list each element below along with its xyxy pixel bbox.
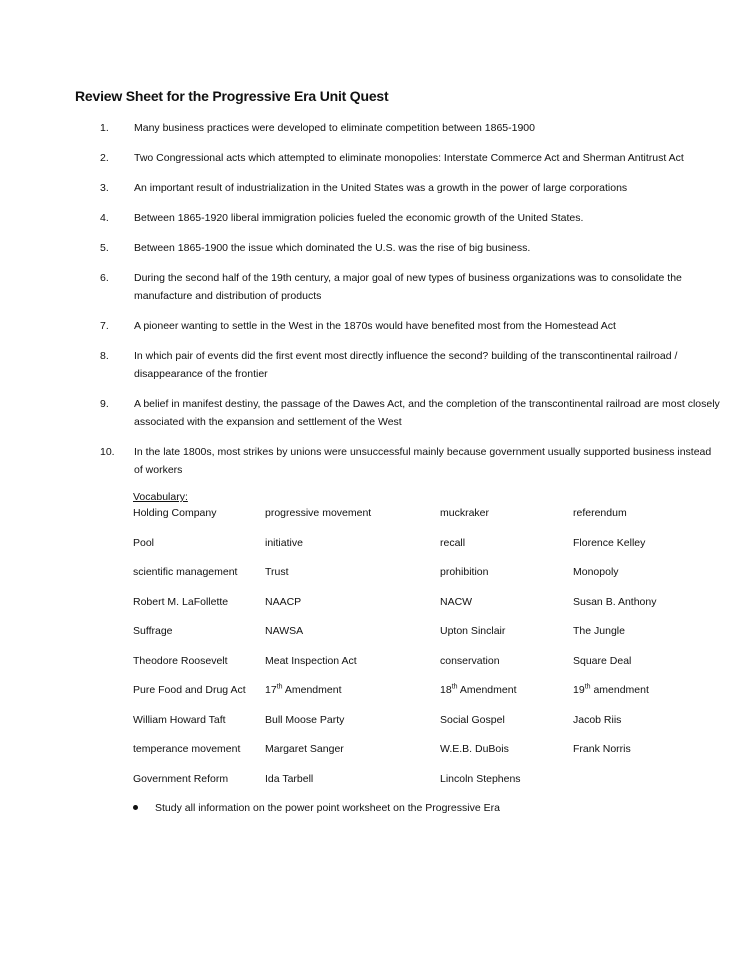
question-number: 10. xyxy=(100,446,115,458)
amendment-suffix: th xyxy=(276,683,283,691)
vocabulary-row xyxy=(133,771,720,801)
vocabulary-term: temperance movement xyxy=(133,743,241,755)
vocabulary-row xyxy=(133,741,720,771)
question-number: 3. xyxy=(100,182,109,194)
question-text: Two Congressional acts which attempted to eliminate monopolies: Interstate Commerce Act and Sherman Antitrust Act xyxy=(134,152,684,164)
vocabulary-term: Suffrage xyxy=(133,625,173,637)
vocabulary-term: Square Deal xyxy=(573,654,632,667)
question-number: 4. xyxy=(100,212,109,224)
page-title: Review Sheet for the Progressive Era Unit Quest xyxy=(75,88,389,104)
vocabulary-table xyxy=(133,505,720,800)
vocabulary-term: prohibition xyxy=(440,566,489,578)
vocabulary-term: Theodore Roosevelt xyxy=(133,654,228,667)
question-text: A pioneer wanting to settle in the West in the 1870s would have benefited most from the Homestead Act xyxy=(134,320,616,332)
question-item xyxy=(100,239,720,257)
amendment-number: 19 xyxy=(573,684,585,696)
vocabulary-term: Robert M. LaFollette xyxy=(133,595,229,608)
question-text: Many business practices were developed to eliminate competition between 1865-1900 xyxy=(134,122,535,134)
question-text: In the late 1800s, most strikes by unions were unsuccessful mainly because government usually supported business instead of workers xyxy=(134,446,712,476)
vocabulary-term xyxy=(440,682,573,712)
vocabulary-term: Government Reform xyxy=(133,772,229,785)
vocabulary-term: Lincoln Stephens xyxy=(440,772,521,785)
amendment-number: 18 xyxy=(440,684,452,696)
question-item xyxy=(100,149,720,167)
study-note xyxy=(133,800,720,816)
questions xyxy=(100,119,720,479)
vocabulary-term: Pure Food and Drug Act xyxy=(133,684,246,696)
question-item xyxy=(100,443,720,479)
question-item xyxy=(100,347,720,383)
question-item xyxy=(100,179,720,197)
vocabulary-term: progressive movement xyxy=(265,507,372,519)
vocabulary-term: Ida Tarbell xyxy=(265,772,314,785)
vocabulary-row xyxy=(133,623,720,653)
vocabulary-term: W.E.B. DuBois xyxy=(440,743,509,755)
vocabulary-term: Holding Company xyxy=(133,507,217,519)
vocabulary-term: conservation xyxy=(440,654,500,667)
vocabulary-row xyxy=(133,594,720,624)
vocabulary-term: NACW xyxy=(440,595,473,608)
vocabulary-row xyxy=(133,564,720,594)
vocabulary-term: William Howard Taft xyxy=(133,713,226,726)
question-item xyxy=(100,317,720,335)
question-number: 8. xyxy=(100,350,109,362)
vocabulary-term xyxy=(265,682,440,712)
vocabulary-term: Jacob Riis xyxy=(573,713,622,726)
vocabulary-term: Monopoly xyxy=(573,566,619,578)
vocabulary-term: recall xyxy=(440,536,466,549)
vocabulary-term: Meat Inspection Act xyxy=(265,654,357,667)
vocabulary-row xyxy=(133,712,720,742)
question-item xyxy=(100,209,720,227)
amendment-number: 17 xyxy=(265,684,277,696)
question-text: An important result of industrialization in the United States was a growth in the power of large corporations xyxy=(134,182,628,194)
vocabulary-term: Pool xyxy=(133,536,155,549)
vocabulary-section xyxy=(133,489,720,816)
vocabulary-term: Upton Sinclair xyxy=(440,625,506,637)
vocabulary-term: scientific management xyxy=(133,566,238,578)
vocabulary-term: Margaret Sanger xyxy=(265,743,344,755)
vocabulary-term: Bull Moose Party xyxy=(265,713,345,726)
vocabulary-term xyxy=(573,682,683,712)
vocabulary-row xyxy=(133,682,720,712)
question-text: In which pair of events did the first event most directly influence the second? building of the transcontinental railroad / disappearance of the frontier xyxy=(134,350,678,380)
vocabulary-term: Susan B. Anthony xyxy=(573,595,657,608)
question-list xyxy=(100,119,720,816)
question-text: During the second half of the 19th century, a major goal of new types of business organizations was to consolidate the manufacture and distribution of products xyxy=(134,272,682,302)
question-item xyxy=(100,395,720,431)
vocabulary-row xyxy=(133,653,720,683)
question-number: 6. xyxy=(100,272,109,284)
question-text: Between 1865-1920 liberal immigration policies fueled the economic growth of the United States. xyxy=(134,212,584,224)
vocabulary-term xyxy=(573,771,683,801)
study-note-text: Study all information on the power point worksheet on the Progressive Era xyxy=(155,802,500,814)
vocabulary-term: NAWSA xyxy=(265,625,304,637)
amendment-label: Amendment xyxy=(282,684,342,696)
bullet-icon xyxy=(133,805,138,810)
question-number: 1. xyxy=(100,122,109,134)
vocabulary-term: Florence Kelley xyxy=(573,536,646,549)
question-number: 7. xyxy=(100,320,109,332)
vocabulary-term: Social Gospel xyxy=(440,713,505,726)
question-item xyxy=(100,269,720,305)
vocabulary-term: The Jungle xyxy=(573,625,625,637)
amendment-label: Amendment xyxy=(457,684,517,696)
vocabulary-term: NAACP xyxy=(265,595,302,608)
vocabulary-term: Frank Norris xyxy=(573,743,631,755)
question-text: A belief in manifest destiny, the passage of the Dawes Act, and the completion of the transcontinental railroad are most closely associated with the expansion and settlement of the West xyxy=(134,398,720,428)
question-number: 2. xyxy=(100,152,109,164)
vocabulary-term: initiative xyxy=(265,536,303,549)
vocabulary-term: Trust xyxy=(265,566,289,578)
vocabulary-row xyxy=(133,505,720,535)
question-number: 5. xyxy=(100,242,109,254)
vocabulary-row xyxy=(133,535,720,565)
question-text: Between 1865-1900 the issue which dominated the U.S. was the rise of big business. xyxy=(134,242,531,254)
question-item xyxy=(100,119,720,137)
vocabulary-term: referendum xyxy=(573,507,627,519)
amendment-label: amendment xyxy=(590,684,649,696)
vocabulary-heading: Vocabulary: xyxy=(133,491,188,503)
vocabulary-term: muckraker xyxy=(440,507,490,519)
amendment-suffix: th xyxy=(451,683,458,691)
question-number: 9. xyxy=(100,398,109,410)
amendment-suffix: th xyxy=(584,683,591,691)
